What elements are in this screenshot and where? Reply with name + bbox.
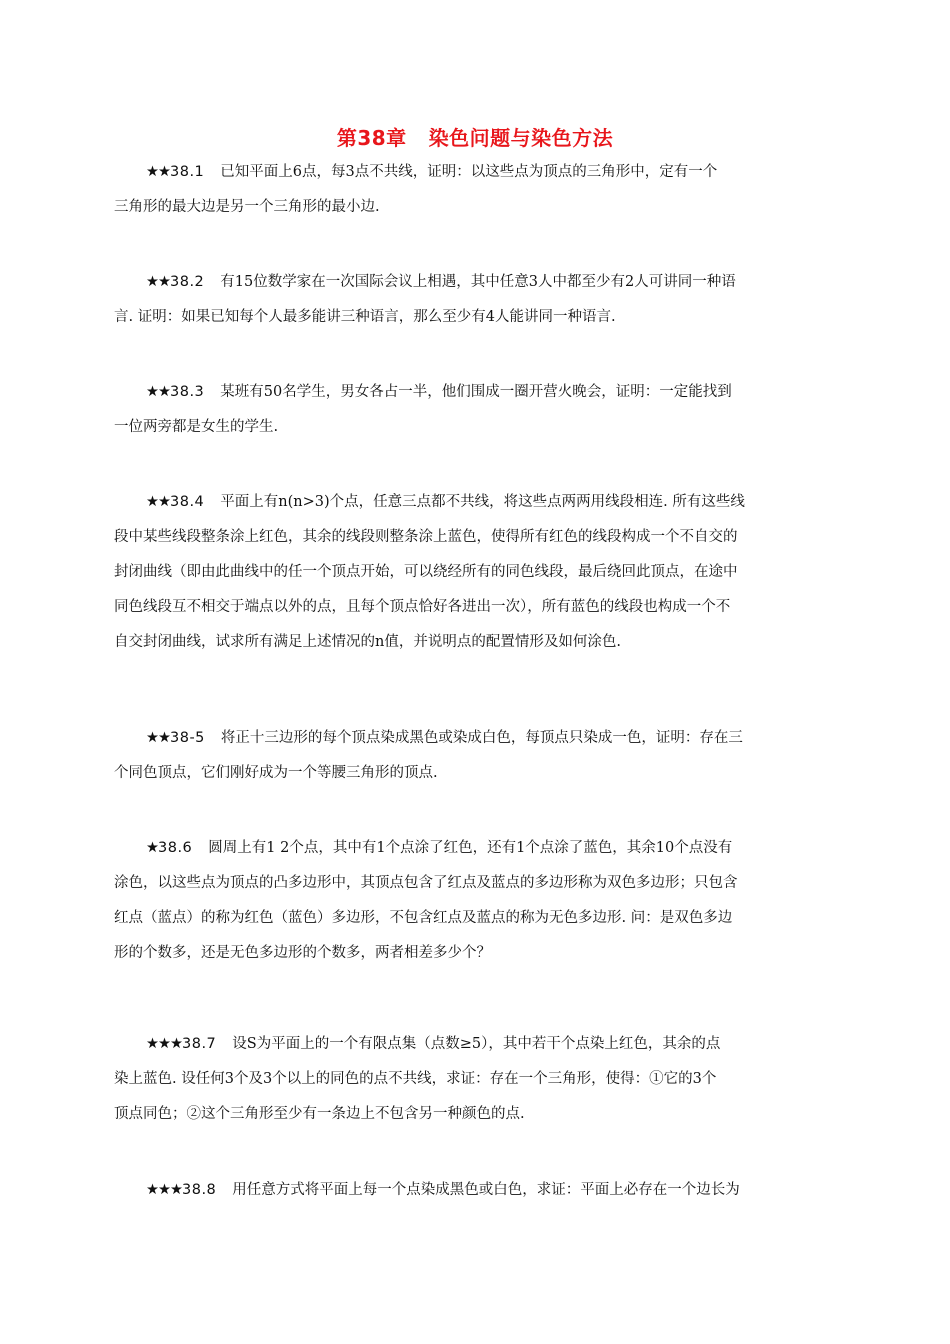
- difficulty-stars: ★★: [146, 164, 170, 180]
- problem-first-line: [114, 375, 838, 410]
- problem-text-line: 红点（蓝点）的称为红色（蓝色）多边形，不包含红点及蓝点的称为无色多边形. 问：是双色多边: [114, 910, 733, 926]
- problem-text-line: 段中某些线段整条涂上红色，其余的线段则整条涂上蓝色，使得所有红色的线段构成一个不自交的: [114, 529, 738, 545]
- problem-text-line: 三角形的最大边是另一个三角形的最小边.: [114, 199, 380, 215]
- difficulty-stars: ★★: [146, 274, 170, 290]
- problem-38-2: [114, 265, 838, 335]
- problem-text-line: 自交封闭曲线，试求所有满足上述情况的n值，并说明点的配置情形及如何涂色.: [114, 634, 621, 650]
- problem-number: 38.1: [170, 164, 205, 180]
- problem-number: 38.2: [170, 274, 205, 290]
- problem-text-line: 有15位数学家在一次国际会议上相遇，其中任意3人中都至少有2人可讲同一种语: [220, 274, 736, 290]
- difficulty-stars: ★★★: [146, 1182, 182, 1198]
- difficulty-stars: ★★: [146, 384, 170, 400]
- problem-first-line: [114, 721, 838, 756]
- problem-38-8: [114, 1173, 838, 1208]
- problem-text-line: 某班有50名学生，男女各占一半，他们围成一圈开营火晚会，证明：一定能找到: [220, 384, 732, 400]
- problem-number: 38-5: [170, 730, 205, 746]
- difficulty-stars: ★: [146, 840, 158, 856]
- chapter-number: 第38章: [336, 126, 407, 150]
- problem-text-line: 染上蓝色. 设任何3个及3个以上的同色的点不共线，求证：存在一个三角形，使得：①它的3个: [114, 1071, 717, 1087]
- problem-text-line: 形的个数多，还是无色多边形的个数多，两者相差多少个？: [114, 945, 491, 961]
- problem-number: 38.6: [158, 840, 193, 856]
- problem-text-line: 同色线段互不相交于端点以外的点，且每个顶点恰好各进出一次），所有蓝色的线段也构成一个不: [114, 599, 731, 615]
- difficulty-stars: ★★: [146, 494, 170, 510]
- problem-number: 38.3: [170, 384, 205, 400]
- chapter-title: 染色问题与染色方法: [428, 126, 614, 150]
- difficulty-stars: ★★: [146, 730, 170, 746]
- problem-38-6: [114, 831, 838, 971]
- problem-first-line: [114, 1173, 838, 1208]
- problem-38-4: [114, 485, 838, 660]
- problem-text-line: 顶点同色；②这个三角形至少有一条边上不包含另一种颜色的点.: [114, 1106, 525, 1122]
- problem-first-line: [114, 1027, 838, 1062]
- problem-first-line: [114, 155, 838, 190]
- problem-first-line: [114, 485, 838, 520]
- problem-text-line: 设S为平面上的一个有限点集（点数≥5），其中若干个点染上红色，其余的点: [232, 1036, 721, 1052]
- problem-first-line: [114, 265, 838, 300]
- problem-number: 38.7: [182, 1036, 217, 1052]
- problem-text-line: 言. 证明：如果已知每个人最多能讲三种语言，那么至少有4人能讲同一种语言.: [114, 309, 616, 325]
- problem-text-line: 已知平面上6点，每3点不共线，证明：以这些点为顶点的三角形中，定有一个: [220, 164, 718, 180]
- problem-text-line: 涂色，以这些点为顶点的凸多边形中，其顶点包含了红点及蓝点的多边形称为双色多边形；只包含: [114, 875, 738, 891]
- problem-number: 38.4: [170, 494, 205, 510]
- page-title: [0, 122, 950, 151]
- problem-text-line: 一位两旁都是女生的学生.: [114, 419, 279, 435]
- difficulty-stars: ★★★: [146, 1036, 182, 1052]
- problem-text-line: 圆周上有1 2个点，其中有1个点涂了红色，还有1个点涂了蓝色，其余10个点没有: [208, 840, 733, 856]
- problem-text-line: 封闭曲线（即由此曲线中的任一个顶点开始，可以绕经所有的同色线段，最后绕回此顶点，在途中: [114, 564, 738, 580]
- problem-text-line: 个同色顶点，它们刚好成为一个等腰三角形的顶点.: [114, 765, 438, 781]
- problem-first-line: [114, 831, 838, 866]
- problem-38-1: [114, 155, 838, 225]
- problem-number: 38.8: [182, 1182, 217, 1198]
- problem-38-5: [114, 721, 838, 791]
- problem-text-line: 平面上有n(n>3)个点，任意三点都不共线，将这些点两两用线段相连. 所有这些线: [220, 494, 745, 510]
- problem-text-line: 将正十三边形的每个顶点染成黑色或染成白色，每顶点只染成一色，证明：存在三: [220, 730, 743, 746]
- problem-38-7: [114, 1027, 838, 1132]
- problem-38-3: [114, 375, 838, 445]
- problem-text-line: 用任意方式将平面上每一个点染成黑色或白色，求证：平面上必存在一个边长为: [232, 1182, 740, 1198]
